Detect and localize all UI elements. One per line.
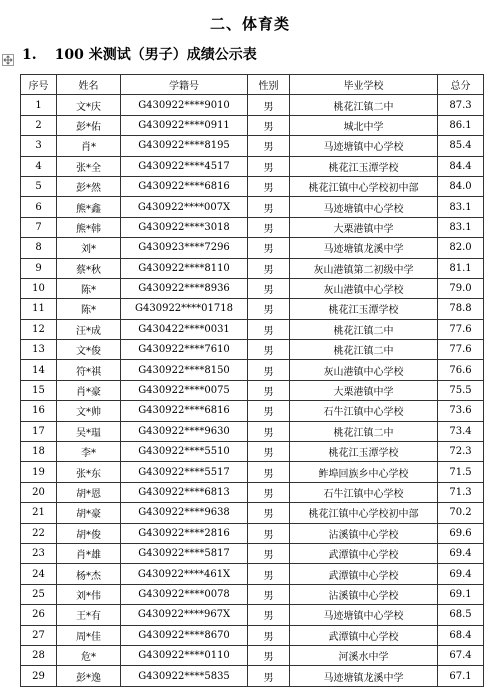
cell-school: 桃花江玉潭学校 xyxy=(290,299,438,319)
col-header-score: 总分 xyxy=(438,75,484,95)
cell-student-id: G430922****8195 xyxy=(121,136,248,156)
cell-name: 胡*豪 xyxy=(57,503,121,523)
cell-index: 12 xyxy=(21,319,57,339)
cell-gender: 男 xyxy=(248,666,290,686)
cell-name: 周*佳 xyxy=(57,625,121,645)
cell-name: 危* xyxy=(57,645,121,665)
cell-name: 刘*伟 xyxy=(57,584,121,604)
col-header-name: 姓名 xyxy=(57,75,121,95)
cell-gender: 男 xyxy=(248,645,290,665)
cell-name: 文*庆 xyxy=(57,95,121,115)
cell-student-id: G430922****0075 xyxy=(121,380,248,400)
cell-school: 石牛江镇中心学校 xyxy=(290,482,438,502)
cell-school: 马迹塘镇中心学校 xyxy=(290,197,438,217)
cell-student-id: G430422****0031 xyxy=(121,319,248,339)
cell-student-id: G430922****5835 xyxy=(121,666,248,686)
table-row xyxy=(21,503,484,523)
table-row xyxy=(21,115,484,135)
col-header-student-id: 学籍号 xyxy=(121,75,248,95)
cell-gender: 男 xyxy=(248,238,290,258)
cell-index: 9 xyxy=(21,258,57,278)
table-row xyxy=(21,319,484,339)
cell-name: 王*有 xyxy=(57,605,121,625)
cell-index: 20 xyxy=(21,482,57,502)
cell-gender: 男 xyxy=(248,421,290,441)
cell-gender: 男 xyxy=(248,380,290,400)
cell-student-id: G430922****007X xyxy=(121,197,248,217)
cell-student-id: G430922****8670 xyxy=(121,625,248,645)
cell-score: 71.3 xyxy=(438,482,484,502)
cell-student-id: G430922****2816 xyxy=(121,523,248,543)
cell-score: 82.0 xyxy=(438,238,484,258)
cell-index: 14 xyxy=(21,360,57,380)
cell-score: 67.4 xyxy=(438,645,484,665)
cell-score: 81.1 xyxy=(438,258,484,278)
table-body xyxy=(21,95,484,686)
cell-index: 25 xyxy=(21,584,57,604)
table-row xyxy=(21,380,484,400)
cell-index: 26 xyxy=(21,605,57,625)
cell-score: 86.1 xyxy=(438,115,484,135)
cell-student-id: G430922****9630 xyxy=(121,421,248,441)
cell-student-id: G430922****3018 xyxy=(121,217,248,237)
cell-index: 24 xyxy=(21,564,57,584)
cell-student-id: G430922****5510 xyxy=(121,442,248,462)
cell-name: 汪*成 xyxy=(57,319,121,339)
cell-score: 87.3 xyxy=(438,95,484,115)
table-row xyxy=(21,156,484,176)
col-header-index: 序号 xyxy=(21,75,57,95)
cell-student-id: G430922****8936 xyxy=(121,278,248,298)
cell-name: 胡*恩 xyxy=(57,482,121,502)
cell-gender: 男 xyxy=(248,176,290,196)
cell-score: 79.0 xyxy=(438,278,484,298)
cell-school: 大栗港镇中学 xyxy=(290,217,438,237)
cell-gender: 男 xyxy=(248,482,290,502)
cell-student-id: G430922****967X xyxy=(121,605,248,625)
cell-school: 武潭镇中心学校 xyxy=(290,543,438,563)
cell-student-id: G430922****6816 xyxy=(121,176,248,196)
cell-index: 6 xyxy=(21,197,57,217)
table-row xyxy=(21,217,484,237)
cell-index: 17 xyxy=(21,421,57,441)
cell-score: 77.6 xyxy=(438,340,484,360)
cell-name: 熊*鑫 xyxy=(57,197,121,217)
cell-score: 69.4 xyxy=(438,543,484,563)
cell-gender: 男 xyxy=(248,319,290,339)
cell-gender: 男 xyxy=(248,299,290,319)
cell-score: 69.4 xyxy=(438,564,484,584)
cell-index: 27 xyxy=(21,625,57,645)
cell-index: 28 xyxy=(21,645,57,665)
cell-index: 3 xyxy=(21,136,57,156)
cell-gender: 男 xyxy=(248,605,290,625)
cell-index: 22 xyxy=(21,523,57,543)
cell-index: 11 xyxy=(21,299,57,319)
table-row xyxy=(21,197,484,217)
cell-school: 桃花江镇二中 xyxy=(290,421,438,441)
cell-score: 70.2 xyxy=(438,503,484,523)
cell-score: 69.6 xyxy=(438,523,484,543)
cell-name: 胡*俊 xyxy=(57,523,121,543)
cell-score: 72.3 xyxy=(438,442,484,462)
cell-score: 85.4 xyxy=(438,136,484,156)
table-row xyxy=(21,299,484,319)
cell-name: 彭*佑 xyxy=(57,115,121,135)
table-row xyxy=(21,543,484,563)
cell-school: 灰山港镇第二初级中学 xyxy=(290,258,438,278)
col-header-gender: 性别 xyxy=(248,75,290,95)
cell-name: 肖*雄 xyxy=(57,543,121,563)
cell-score: 73.4 xyxy=(438,421,484,441)
table-row xyxy=(21,625,484,645)
cell-index: 19 xyxy=(21,462,57,482)
cell-index: 7 xyxy=(21,217,57,237)
cell-gender: 男 xyxy=(248,584,290,604)
cell-name: 张*东 xyxy=(57,462,121,482)
subtitle-text: 100 米测试（男子）成绩公示表 xyxy=(54,47,257,63)
table-row xyxy=(21,584,484,604)
cell-gender: 男 xyxy=(248,95,290,115)
table-row xyxy=(21,360,484,380)
cell-score: 73.6 xyxy=(438,401,484,421)
cell-index: 23 xyxy=(21,543,57,563)
cell-school: 桃花江镇中心学校初中部 xyxy=(290,503,438,523)
cell-school: 大栗港镇中学 xyxy=(290,380,438,400)
cell-gender: 男 xyxy=(248,278,290,298)
cell-gender: 男 xyxy=(248,462,290,482)
cell-score: 77.6 xyxy=(438,319,484,339)
cell-gender: 男 xyxy=(248,503,290,523)
table-row xyxy=(21,462,484,482)
cell-school: 桃花江镇二中 xyxy=(290,319,438,339)
cell-school: 鲊埠回族乡中心学校 xyxy=(290,462,438,482)
cell-score: 68.5 xyxy=(438,605,484,625)
table-row xyxy=(21,645,484,665)
cell-name: 熊*韩 xyxy=(57,217,121,237)
cell-student-id: G430922****0911 xyxy=(121,115,248,135)
cell-school: 桃花江镇中心学校初中部 xyxy=(290,176,438,196)
cell-school: 城北中学 xyxy=(290,115,438,135)
cell-student-id: G430922****6816 xyxy=(121,401,248,421)
cell-gender: 男 xyxy=(248,360,290,380)
cell-gender: 男 xyxy=(248,217,290,237)
cell-student-id: G430922****4517 xyxy=(121,156,248,176)
cell-school: 灰山港镇中心学校 xyxy=(290,278,438,298)
cell-school: 桃花江玉潭学校 xyxy=(290,156,438,176)
cell-name: 文*俊 xyxy=(57,340,121,360)
cell-index: 13 xyxy=(21,340,57,360)
cell-gender: 男 xyxy=(248,543,290,563)
cell-school: 河溪水中学 xyxy=(290,645,438,665)
cell-school: 武潭镇中心学校 xyxy=(290,564,438,584)
cell-score: 69.1 xyxy=(438,584,484,604)
cell-name: 文*帅 xyxy=(57,401,121,421)
cell-score: 84.4 xyxy=(438,156,484,176)
cell-index: 5 xyxy=(21,176,57,196)
cell-student-id: G430922****9638 xyxy=(121,503,248,523)
cell-school: 马迹塘镇龙溪中学 xyxy=(290,238,438,258)
cell-score: 76.6 xyxy=(438,360,484,380)
table-row xyxy=(21,136,484,156)
table-row xyxy=(21,482,484,502)
cell-name: 李* xyxy=(57,442,121,462)
cell-name: 彭*然 xyxy=(57,176,121,196)
cell-school: 桃花江镇二中 xyxy=(290,340,438,360)
table-header-row xyxy=(21,75,484,95)
cell-gender: 男 xyxy=(248,115,290,135)
cell-student-id: G430922****7610 xyxy=(121,340,248,360)
table-row xyxy=(21,442,484,462)
cell-school: 桃花江玉潭学校 xyxy=(290,442,438,462)
cell-index: 15 xyxy=(21,380,57,400)
cell-school: 桃花江镇二中 xyxy=(290,95,438,115)
cell-gender: 男 xyxy=(248,258,290,278)
cell-student-id: G430922****8150 xyxy=(121,360,248,380)
section-title: 二、体育类 xyxy=(209,15,290,33)
table-row xyxy=(21,523,484,543)
cell-gender: 男 xyxy=(248,523,290,543)
cell-school: 石牛江镇中心学校 xyxy=(290,401,438,421)
table-row xyxy=(21,564,484,584)
cell-index: 10 xyxy=(21,278,57,298)
cell-name: 肖*豪 xyxy=(57,380,121,400)
cell-student-id: G430922****8110 xyxy=(121,258,248,278)
cell-name: 陈* xyxy=(57,299,121,319)
cell-student-id: G430923****7296 xyxy=(121,238,248,258)
cell-school: 沾溪镇中心学校 xyxy=(290,523,438,543)
cell-index: 4 xyxy=(21,156,57,176)
cell-name: 符*祺 xyxy=(57,360,121,380)
results-table xyxy=(20,74,484,687)
cell-score: 71.5 xyxy=(438,462,484,482)
table-row xyxy=(21,340,484,360)
cell-gender: 男 xyxy=(248,197,290,217)
cell-index: 1 xyxy=(21,95,57,115)
cell-student-id: G430922****461X xyxy=(121,564,248,584)
cell-student-id: G430922****5517 xyxy=(121,462,248,482)
subtitle-number: 1. xyxy=(22,47,37,63)
table-row xyxy=(21,176,484,196)
cell-index: 21 xyxy=(21,503,57,523)
cell-index: 29 xyxy=(21,666,57,686)
cell-score: 83.1 xyxy=(438,197,484,217)
table-row xyxy=(21,605,484,625)
cell-school: 马迹塘镇中心学校 xyxy=(290,136,438,156)
table-row xyxy=(21,258,484,278)
cell-index: 2 xyxy=(21,115,57,135)
cell-name: 刘* xyxy=(57,238,121,258)
cell-school: 武潭镇中心学校 xyxy=(290,625,438,645)
cell-gender: 男 xyxy=(248,401,290,421)
table-row xyxy=(21,666,484,686)
cell-name: 陈* xyxy=(57,278,121,298)
table-row xyxy=(21,421,484,441)
cell-gender: 男 xyxy=(248,442,290,462)
cell-school: 灰山港镇中心学校 xyxy=(290,360,438,380)
cell-student-id: G430922****9010 xyxy=(121,95,248,115)
cell-index: 18 xyxy=(21,442,57,462)
cell-gender: 男 xyxy=(248,625,290,645)
cell-score: 83.1 xyxy=(438,217,484,237)
cell-name: 肖* xyxy=(57,136,121,156)
table-row xyxy=(21,401,484,421)
cell-school: 马迹塘镇龙溪中学 xyxy=(290,666,438,686)
cell-score: 67.1 xyxy=(438,666,484,686)
cell-score: 78.8 xyxy=(438,299,484,319)
cell-student-id: G430922****0110 xyxy=(121,645,248,665)
cell-name: 蔡*秋 xyxy=(57,258,121,278)
cell-index: 8 xyxy=(21,238,57,258)
cell-score: 75.5 xyxy=(438,380,484,400)
cell-gender: 男 xyxy=(248,564,290,584)
cell-student-id: G430922****0078 xyxy=(121,584,248,604)
cell-name: 张*全 xyxy=(57,156,121,176)
table-row xyxy=(21,238,484,258)
cell-name: 彭*逸 xyxy=(57,666,121,686)
cell-student-id: G430922****5817 xyxy=(121,543,248,563)
table-row xyxy=(21,278,484,298)
cell-score: 84.0 xyxy=(438,176,484,196)
cell-gender: 男 xyxy=(248,156,290,176)
table-row xyxy=(21,95,484,115)
table-subtitle xyxy=(22,44,257,64)
cell-gender: 男 xyxy=(248,340,290,360)
cell-name: 吴*瑥 xyxy=(57,421,121,441)
table-move-handle-icon[interactable] xyxy=(2,54,14,66)
cell-student-id: G430922****6813 xyxy=(121,482,248,502)
cell-gender: 男 xyxy=(248,136,290,156)
cell-student-id: G430922****01718 xyxy=(121,299,248,319)
col-header-school: 毕业学校 xyxy=(290,75,438,95)
cell-name: 杨*杰 xyxy=(57,564,121,584)
cell-school: 马迹塘镇中心学校 xyxy=(290,605,438,625)
cell-index: 16 xyxy=(21,401,57,421)
cell-score: 68.4 xyxy=(438,625,484,645)
cell-school: 沾溪镇中心学校 xyxy=(290,584,438,604)
